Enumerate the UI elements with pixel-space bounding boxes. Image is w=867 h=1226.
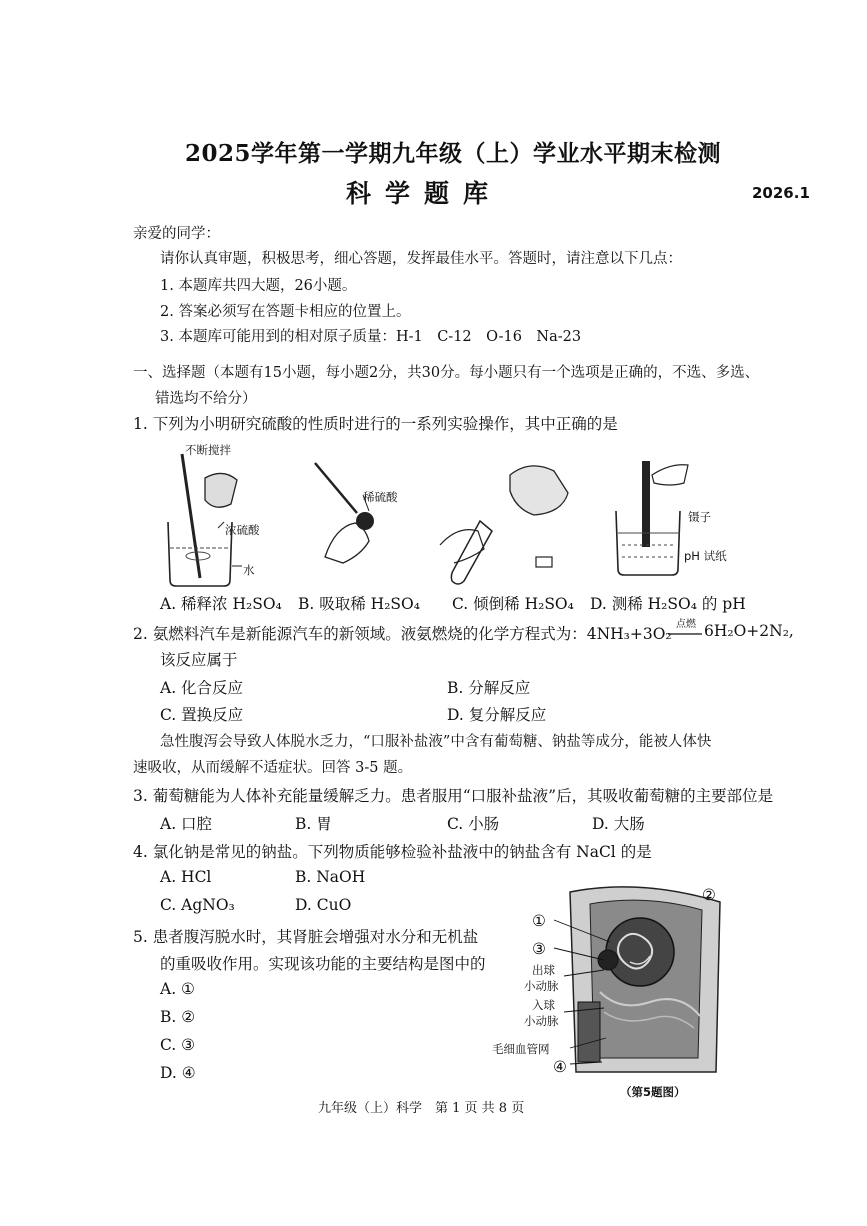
q4-stem: 4. 氯化钠是常见的钠盐。下列物质能够检验补盐液中的钠盐含有 NaCl 的是 — [133, 843, 652, 861]
section-heading-line1: 一、选择题（本题有15小题，每小题2分，共30分。每小题只有一个选项是正确的，不选、多选、 — [133, 365, 760, 381]
q2-stem: 2. 氨燃料汽车是新能源汽车的新领域。液氨燃烧的化学方程式为：4NH₃+3O₂ — [133, 625, 672, 643]
q5-option-d[interactable]: D. ④ — [160, 1064, 196, 1082]
label-stir: 不断搅拌 — [185, 443, 231, 457]
label-tweezers: 镊子 — [688, 510, 711, 524]
nephron-leader-lines — [540, 912, 620, 1072]
nephron-label-4: ④ — [553, 1058, 567, 1076]
q2-option-b[interactable]: B. 分解反应 — [447, 679, 531, 697]
q1-option-a[interactable]: A. 稀释浓 H₂SO₄ — [160, 595, 282, 613]
q2-condition: 点燃 — [676, 619, 696, 630]
q3-option-b[interactable]: B. 胃 — [295, 815, 332, 833]
note-3: 3. 本题库可能用到的相对原子质量：H-1 C-12 O-16 Na-23 — [160, 329, 582, 345]
greeting: 亲爱的同学： — [133, 226, 220, 242]
note-2: 2. 答案必须写在答题卡相应的位置上。 — [160, 304, 411, 320]
q4-option-c[interactable]: C. AgNO₃ — [160, 896, 235, 914]
label-ph-paper: pH 试纸 — [684, 549, 727, 563]
exam-title: 2025学年第一学期九年级（上）学业水平期末检测 — [185, 140, 722, 167]
exam-subtitle: 科学题库 — [346, 179, 503, 208]
nephron-label-3: ③ — [532, 940, 546, 958]
label-capillary: 毛细血管网 — [492, 1042, 550, 1056]
q4-option-b[interactable]: B. NaOH — [295, 868, 366, 886]
q1-option-d[interactable]: D. 测稀 H₂SO₄ 的 pH — [590, 595, 746, 613]
exam-date: 2026.1 — [752, 184, 810, 202]
figure-dropper — [305, 455, 385, 565]
q3-stem: 3. 葡萄糖能为人体补充能量缓解乏力。患者服用“口服补盐液”后，其吸收葡萄糖的主要部位是 — [133, 787, 774, 805]
q3-option-a[interactable]: A. 口腔 — [160, 815, 213, 833]
label-efferent-2: 小动脉 — [524, 979, 559, 993]
q3-option-d[interactable]: D. 大肠 — [592, 815, 645, 833]
nephron-label-2: ② — [702, 886, 716, 904]
label-efferent-1: 出球 — [532, 963, 555, 977]
q3-option-c[interactable]: C. 小肠 — [447, 815, 500, 833]
label-conc-acid: 浓硫酸 — [225, 523, 260, 537]
q2-stem-line2: 该反应属于 — [160, 651, 238, 669]
page-footer: 九年级（上）科学 第 1 页 共 8 页 — [318, 1101, 525, 1116]
q5-option-c[interactable]: C. ③ — [160, 1036, 196, 1054]
passage-line1: 急性腹泻会导致人体脱水乏力，“口服补盐液”中含有葡萄糖、钠盐等成分，能被人体快 — [160, 734, 712, 750]
q4-option-a[interactable]: A. HCl — [160, 868, 212, 886]
nephron-label-1: ① — [532, 912, 546, 930]
q4-option-d[interactable]: D. CuO — [295, 896, 352, 914]
label-dilute-acid: 稀硫酸 — [363, 490, 398, 504]
figure-ph-test — [612, 455, 692, 585]
label-afferent-2: 小动脉 — [524, 1014, 559, 1028]
note-1: 1. 本题库共四大题，26小题。 — [160, 278, 357, 294]
q2-option-a[interactable]: A. 化合反应 — [160, 679, 244, 697]
q5-option-a[interactable]: A. ① — [160, 980, 195, 998]
label-afferent-1: 入球 — [532, 998, 555, 1012]
q5-stem-line2: 的重吸收作用。实现该功能的主要结构是图中的 — [160, 955, 486, 973]
q2-arrow-line — [668, 632, 704, 636]
q5-option-b[interactable]: B. ② — [160, 1008, 196, 1026]
q2-equation-products: 6H₂O+2N₂, — [704, 622, 794, 640]
q1-stem: 1. 下列为小明研究硫酸的性质时进行的一系列实验操作，其中正确的是 — [133, 415, 618, 433]
q2-option-c[interactable]: C. 置换反应 — [160, 706, 244, 724]
q5-stem-line1: 5. 患者腹泻脱水时，其肾脏会增强对水分和无机盐 — [133, 928, 479, 946]
q2-option-d[interactable]: D. 复分解反应 — [447, 706, 547, 724]
figure-caption: （第5题图） — [620, 1085, 686, 1099]
figure-pouring — [440, 455, 580, 585]
q1-option-c[interactable]: C. 倾倒稀 H₂SO₄ — [452, 595, 574, 613]
figure-dilution — [160, 450, 270, 590]
section-heading-line2: 错选均不给分） — [155, 391, 257, 407]
label-water: 水 — [243, 563, 255, 577]
passage-line2: 速吸收，从而缓解不适症状。回答 3-5 题。 — [133, 760, 413, 776]
q1-option-b[interactable]: B. 吸取稀 H₂SO₄ — [298, 595, 420, 613]
intro-line: 请你认真审题，积极思考，细心答题，发挥最佳水平。答题时，请注意以下几点： — [160, 251, 682, 267]
